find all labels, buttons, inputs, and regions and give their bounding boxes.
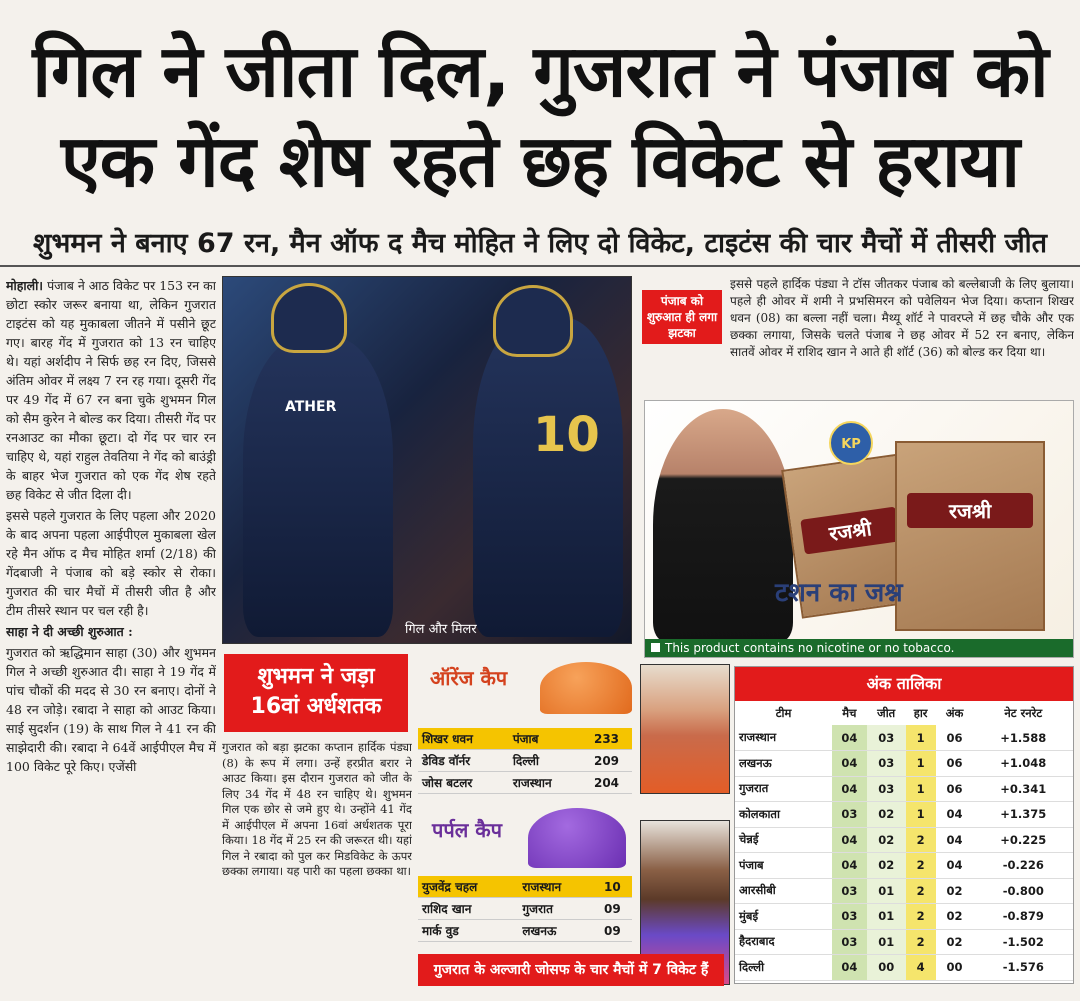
purple-cap-icon <box>528 808 626 868</box>
table-cell: 4 <box>906 955 936 981</box>
table-cell: हैदराबाद <box>735 929 832 955</box>
player-gill <box>243 337 393 637</box>
table-cell: 04 <box>936 827 974 853</box>
table-cell: लखनऊ <box>735 751 832 777</box>
helmet-icon <box>493 285 573 357</box>
story-paragraph-2: इससे पहले गुजरात के लिए पहला और 2020 के बाद अपना पहला आईपीएल मुकाबला खेल रहे मैन ऑफ द मैच मोहित शर्मा (2/18) की गेंदबाजी ने पंजाब को बड़े स्कोर से रोका। गुजरात की चार मैचों में तीसरी जीत है और टीम तीसरे स्थान पर चल रही है। <box>6 508 216 618</box>
table-cell: +1.375 <box>974 802 1073 828</box>
table-cell: 06 <box>936 725 974 751</box>
table-row <box>735 929 1073 955</box>
headline-line-2: एक गेंद शेष रहते छह विकेट से हराया <box>60 119 1020 203</box>
story-paragraph-3: गुजरात को ऋद्धिमान साहा (30) और शुभमन गिल ने अच्छी शुरुआत दी। साहा ने 19 गेंद में पांच चौकों की मदद से 30 रन बनाए। दोनों ने 48 रन जोड़े। रबादा ने साहा को आउट किया। साई सुदर्शन (19) के साथ गिल ने 41 रन की साझेदारी की। रबादा ने 64वें आईपीएल मैच में 100 विकेट पूरे किए। एजेंसी <box>6 645 216 774</box>
table-cell: 03 <box>832 802 867 828</box>
purple-cap-title: पर्पल कैप <box>432 818 502 842</box>
table-cell: 04 <box>832 725 867 751</box>
table-cell: -0.879 <box>974 904 1073 930</box>
table-cell: 2 <box>906 853 936 879</box>
fifty-story: गुजरात को बड़ा झटका कप्तान हार्दिक पंड्या (8) के रूप में लगा। उन्हें हरप्रीत बरार ने आउट किया। इस दौरान गुजरात को जीत के लिए 34 गेंद में 48 रन चाहिए थे। शुभमन गिल एक छोर से जमे हुए थे। उन्होंने 41 गेंद में आईपीएल में अपना 16वां अर्धशतक पूरा किया। 18 गेंद में 25 रन की जरूरत थी। यहां गिल ने रबादा को पुल कर मिडविकेट के ऊपर छक्का लगाया। यह पारी का पहला छक्का था। <box>222 740 412 878</box>
column-header: हार <box>913 705 928 720</box>
table-cell: 2 <box>906 904 936 930</box>
stat-value: 09 <box>593 920 632 942</box>
table-cell: 04 <box>936 853 974 879</box>
table-cell: +1.048 <box>974 751 1073 777</box>
table-cell: मुंबई <box>735 904 832 930</box>
stat-value: 204 <box>581 772 632 794</box>
story-subheading: साहा ने दी अच्छी शुरुआत : <box>6 624 133 639</box>
table-cell: 00 <box>936 955 974 981</box>
team-name: राजस्थान <box>509 772 581 794</box>
table-cell: 02 <box>867 853 906 879</box>
table-cell: 04 <box>832 853 867 879</box>
table-row <box>735 955 1073 981</box>
team-name: लखनऊ <box>518 920 592 942</box>
points-table-title: अंक तालिका <box>735 667 1073 701</box>
portrait-shikhar-dhawan <box>640 664 730 794</box>
table-cell: राजस्थान <box>735 725 832 751</box>
table-cell: +1.588 <box>974 725 1073 751</box>
stat-value: 209 <box>581 750 632 772</box>
story-paragraph-1: मोहाली। पंजाब ने आठ विकेट पर 153 रन का छोटा स्कोर जरूर बनाया था, लेकिन गुजरात टाइटंस को यह मुकाबला जीतने में पसीने छूट गए। बारह गेंद में गुजरात को 13 रन चाहिए थे। यहां अर्शदीप ने सिर्फ छह रन दिए, जिससे अंतिम ओवर में लक्ष्य 7 रन रह गया। दूसरी गेंद पर 49 गेंद में 67 रन बना चुके शुभमन गिल को सैम कुरेन ने बोल्ड कर दिया। तीसरी गेंद पर रनआउट का मौका छूटा। दो गेंद पर चार रन चाहिए थे, यहां राहुल तेवतिया ने गेंद को बाउंड्री के बाहर भेज गुजरात को एक गेंद शेष रहते छह विकेट से जीत दिला दी। <box>6 278 216 502</box>
table-cell: चेन्नई <box>735 827 832 853</box>
table-row <box>735 802 1073 828</box>
points-table-grid <box>735 701 1073 981</box>
table-cell: 00 <box>867 955 906 981</box>
table-cell: 04 <box>832 751 867 777</box>
orange-cap-table <box>418 728 632 794</box>
table-cell: कोलकाता <box>735 802 832 828</box>
table-cell: 06 <box>936 751 974 777</box>
table-row <box>735 725 1073 751</box>
table-row <box>735 751 1073 777</box>
table-row <box>735 776 1073 802</box>
photo-caption: गिल और मिलर <box>405 622 477 637</box>
table-cell: 03 <box>832 904 867 930</box>
table-cell: 2 <box>906 878 936 904</box>
column-header: अंक <box>945 705 964 720</box>
table-cell: 04 <box>832 955 867 981</box>
sponsor-logo: ATHER <box>285 399 337 415</box>
table-cell: 03 <box>832 878 867 904</box>
table-cell: दिल्ली <box>735 955 832 981</box>
orange-cap-title: ऑरेंज कैप <box>430 666 508 690</box>
table-cell: 02 <box>936 878 974 904</box>
team-name: पंजाब <box>509 728 581 750</box>
table-cell: 2 <box>906 827 936 853</box>
story-left-column <box>6 276 216 991</box>
table-cell: 2 <box>906 929 936 955</box>
fifty-heading-box <box>224 654 408 732</box>
ad-brand-label: रजश्री <box>907 493 1033 528</box>
table-cell: 02 <box>936 929 974 955</box>
table-cell: 03 <box>867 725 906 751</box>
player-miller <box>473 317 623 637</box>
fifty-heading-line-2: 16वां अर्धशतक <box>250 694 382 719</box>
players-photo <box>222 276 632 644</box>
column-header: नेट रनरेट <box>1004 705 1043 720</box>
column-header: जीत <box>877 705 896 720</box>
fifty-heading-line-1: शुभमन ने जड़ा <box>257 664 375 689</box>
team-name: दिल्ली <box>509 750 581 772</box>
team-name: गुजरात <box>518 898 592 920</box>
table-cell: -1.576 <box>974 955 1073 981</box>
table-cell: 06 <box>936 776 974 802</box>
table-cell: -0.226 <box>974 853 1073 879</box>
table-cell: 02 <box>936 904 974 930</box>
table-row <box>735 878 1073 904</box>
callout-box: पंजाब को शुरुआत ही लगा झटका <box>642 290 722 344</box>
table-cell: 1 <box>906 725 936 751</box>
table-cell: -1.502 <box>974 929 1073 955</box>
table-row <box>735 853 1073 879</box>
table-cell: +0.225 <box>974 827 1073 853</box>
table-cell: आरसीबी <box>735 878 832 904</box>
table-cell: 01 <box>867 929 906 955</box>
table-cell: +0.341 <box>974 776 1073 802</box>
story-right-text: इससे पहले हार्दिक पंड्या ने टॉस जीतकर पंजाब को बल्लेबाजी के लिए बुलाया। पहले ही ओवर में शमी ने प्रभसिमरन को पवेलियन भेज दिया। कप्तान शिखर धवन (08) का बल्ला नहीं चला। मैथ्यू शॉर्ट ने पावरप्ले में छह चौके और एक छक्का लगाया, जिसके चलते पंजाब ने छह ओवर में 52 रन बनाए, लेकिन सातवें ओवर में राशिद खान ने आते ही शॉर्ट (36) को बोल्ड कर दिया था। <box>730 277 1074 359</box>
ad-logo: KP <box>829 421 873 465</box>
table-cell: 1 <box>906 776 936 802</box>
table-row <box>735 827 1073 853</box>
headline-line-1: गिल ने जीता दिल, गुजरात ने पंजाब को <box>32 29 1048 113</box>
ad-brand-label: रजश्री <box>800 507 900 555</box>
table-cell: पंजाब <box>735 853 832 879</box>
purple-cap-table <box>418 876 632 942</box>
column-header: टीम <box>775 705 792 720</box>
column-header: मैच <box>842 705 857 720</box>
table-row <box>418 728 632 750</box>
player-name: युजवेंद्र चहल <box>418 876 518 898</box>
points-table <box>734 666 1074 984</box>
table-cell: गुजरात <box>735 776 832 802</box>
player-name: मार्क वुड <box>418 920 518 942</box>
table-cell: 01 <box>867 878 906 904</box>
player-name: डेविड वॉर्नर <box>418 750 509 772</box>
ad-tagline: टशन का जश्न <box>775 578 903 608</box>
player-name: जोस बटलर <box>418 772 509 794</box>
table-cell: 04 <box>936 802 974 828</box>
story-right-column <box>642 276 1074 392</box>
ad-product-pack <box>895 441 1045 631</box>
table-row <box>418 750 632 772</box>
table-cell: 1 <box>906 751 936 777</box>
ad-model-image <box>653 409 793 641</box>
square-icon <box>651 643 660 652</box>
advertisement[interactable] <box>644 400 1074 658</box>
orange-cap-icon <box>540 662 632 714</box>
table-row <box>418 772 632 794</box>
table-cell: 04 <box>832 776 867 802</box>
subheadline: शुभमन ने बनाए 67 रन, मैन ऑफ द मैच मोहित ने लिए दो विकेट, टाइटंस की चार मैचों में तीसरी जीत <box>33 228 1047 259</box>
stat-value: 233 <box>581 728 632 750</box>
divider <box>0 265 1080 267</box>
table-row <box>418 920 632 942</box>
stat-value: 10 <box>593 876 632 898</box>
player-name: राशिद खान <box>418 898 518 920</box>
table-row <box>418 876 632 898</box>
table-cell: 02 <box>867 802 906 828</box>
table-cell: 01 <box>867 904 906 930</box>
helmet-icon <box>271 283 347 353</box>
ad-disclaimer: This product contains no nicotine or no tobacco. <box>645 639 1073 657</box>
dateline: मोहाली। <box>6 278 44 293</box>
table-cell: 03 <box>867 751 906 777</box>
table-cell: 03 <box>832 929 867 955</box>
player-name: शिखर धवन <box>418 728 509 750</box>
table-cell: -0.800 <box>974 878 1073 904</box>
table-row <box>735 904 1073 930</box>
table-cell: 04 <box>832 827 867 853</box>
stat-value: 09 <box>593 898 632 920</box>
jersey-number: 10 <box>533 407 600 463</box>
table-cell: 1 <box>906 802 936 828</box>
table-cell: 03 <box>867 776 906 802</box>
table-cell: 02 <box>867 827 906 853</box>
team-name: राजस्थान <box>518 876 592 898</box>
footer-banner: गुजरात के अल्जारी जोसफ के चार मैचों में 7 विकेट हैं <box>418 954 724 986</box>
table-row <box>418 898 632 920</box>
